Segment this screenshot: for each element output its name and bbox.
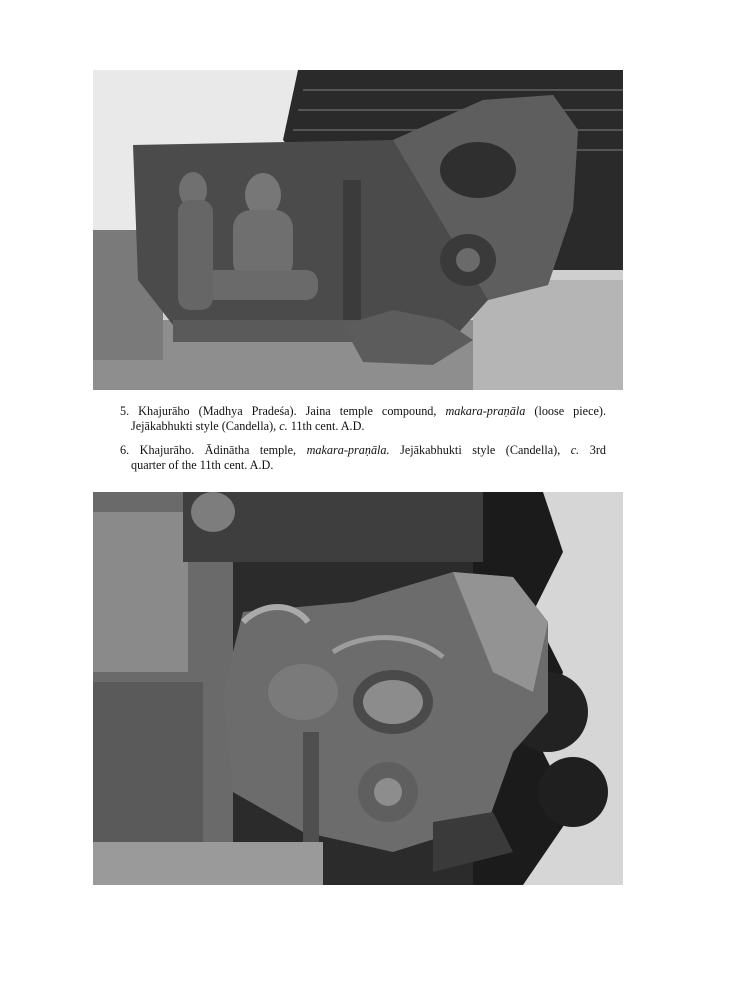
caption-figure-5	[120, 404, 606, 434]
figure-6-image	[93, 492, 623, 885]
captions	[120, 404, 606, 482]
caption-5-line-2-part-1: Jejākabhukti style (Candella),	[131, 419, 280, 433]
caption-figure-6	[120, 443, 606, 473]
caption-6-line-1-part-1: Khajurāho. Ādinātha temple,	[139, 443, 307, 457]
caption-5-line-1	[120, 404, 606, 419]
caption-6-line-1-italic: makara-praṇāla.	[306, 443, 390, 457]
caption-5-line-2-italic: c.	[279, 419, 288, 433]
caption-5-line-2	[120, 419, 606, 434]
caption-6-line-1-italic-2: c.	[570, 443, 580, 457]
figure-6-photo	[93, 492, 623, 885]
caption-5-line-2-part-3: 11th cent. A.D.	[287, 419, 365, 433]
caption-5-line-1-part-1: Khajurāho (Madhya Pradeśa). Jaina temple compound,	[138, 404, 446, 418]
figure-5-image	[93, 70, 623, 390]
caption-6-line-1-part-5: 3rd	[579, 443, 607, 457]
caption-5-line-1-part-3: (loose piece).	[525, 404, 606, 418]
caption-5-line-1-italic: makara-praṇāla	[445, 404, 526, 418]
caption-6-line-2	[120, 458, 606, 473]
caption-6-line-1-part-3: Jejākabhukti style (Candella),	[389, 443, 571, 457]
figure-5-photo	[93, 70, 623, 390]
caption-6-line-2-part-1: quarter of the 11th cent. A.D.	[131, 458, 274, 472]
figure-number: 5.	[120, 404, 130, 418]
figure-number: 6.	[120, 443, 130, 457]
caption-6-line-1	[120, 443, 606, 458]
